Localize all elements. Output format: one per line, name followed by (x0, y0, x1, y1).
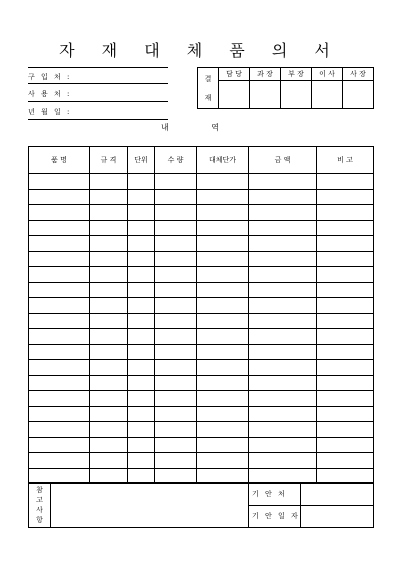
table-cell[interactable] (29, 406, 90, 422)
table-cell[interactable] (90, 453, 128, 469)
approval-role-director: 이 사 (312, 68, 343, 81)
table-cell[interactable] (249, 282, 317, 298)
table-cell[interactable] (90, 174, 128, 190)
table-cell[interactable] (249, 220, 317, 236)
table-cell[interactable] (317, 437, 374, 453)
table-row (29, 406, 374, 422)
table-row (29, 344, 374, 360)
table-row (29, 375, 374, 391)
table-cell[interactable] (249, 205, 317, 221)
draft-date-field[interactable] (301, 505, 374, 528)
table-cell[interactable] (155, 406, 197, 422)
draft-date-label: 기 안 일 자 (249, 505, 301, 528)
approval-box (197, 67, 374, 109)
table-cell[interactable] (249, 298, 317, 314)
table-cell[interactable] (317, 313, 374, 329)
user-line (28, 101, 168, 102)
notes-field[interactable] (51, 483, 249, 528)
table-row (29, 251, 374, 267)
table-cell[interactable] (249, 313, 317, 329)
table-cell[interactable] (90, 236, 128, 252)
table-cell[interactable] (29, 205, 90, 221)
table-cell[interactable] (128, 453, 155, 469)
table-cell[interactable] (155, 282, 197, 298)
approval-role-staff: 담 당 (219, 68, 250, 81)
table-cell[interactable] (249, 174, 317, 190)
table-cell[interactable] (90, 375, 128, 391)
table-cell[interactable] (249, 189, 317, 205)
table-cell[interactable] (197, 391, 249, 407)
items-table (28, 146, 374, 484)
drafter-field[interactable] (301, 483, 374, 506)
table-row (29, 267, 374, 283)
table-cell[interactable] (90, 344, 128, 360)
signature-cell[interactable] (250, 81, 281, 109)
table-row (29, 422, 374, 438)
table-row (29, 360, 374, 376)
table-cell[interactable] (155, 453, 197, 469)
table-row (29, 329, 374, 345)
table-cell[interactable] (29, 189, 90, 205)
table-cell[interactable] (128, 220, 155, 236)
table-cell[interactable] (197, 344, 249, 360)
table-cell[interactable] (128, 298, 155, 314)
table-cell[interactable] (317, 344, 374, 360)
table-cell[interactable] (128, 391, 155, 407)
table-cell[interactable] (90, 251, 128, 267)
table-cell[interactable] (317, 174, 374, 190)
table-cell[interactable] (317, 375, 374, 391)
table-cell[interactable] (128, 422, 155, 438)
table-cell[interactable] (317, 251, 374, 267)
table-cell[interactable] (90, 313, 128, 329)
table-cell[interactable] (90, 437, 128, 453)
table-cell[interactable] (90, 267, 128, 283)
table-cell[interactable] (90, 406, 128, 422)
table-cell[interactable] (197, 298, 249, 314)
table-cell[interactable] (90, 205, 128, 221)
table-cell[interactable] (155, 344, 197, 360)
table-cell[interactable] (197, 406, 249, 422)
table-cell[interactable] (197, 437, 249, 453)
table-cell[interactable] (317, 406, 374, 422)
table-cell[interactable] (249, 453, 317, 469)
table-cell[interactable] (128, 174, 155, 190)
table-cell[interactable] (128, 251, 155, 267)
table-row (29, 313, 374, 329)
table-cell[interactable] (128, 189, 155, 205)
table-row (29, 236, 374, 252)
signature-cell[interactable] (281, 81, 312, 109)
table-cell[interactable] (155, 236, 197, 252)
table-cell[interactable] (90, 422, 128, 438)
table-cell[interactable] (29, 344, 90, 360)
table-cell[interactable] (197, 236, 249, 252)
signature-cell[interactable] (343, 81, 374, 109)
table-cell[interactable] (317, 329, 374, 345)
table-cell[interactable] (128, 344, 155, 360)
table-cell[interactable] (155, 251, 197, 267)
table-cell[interactable] (155, 360, 197, 376)
table-cell[interactable] (317, 391, 374, 407)
table-cell[interactable] (29, 220, 90, 236)
table-row (29, 391, 374, 407)
table-row (29, 282, 374, 298)
table-cell[interactable] (155, 267, 197, 283)
table-cell[interactable] (197, 360, 249, 376)
signature-cell[interactable] (219, 81, 250, 109)
table-cell[interactable] (128, 313, 155, 329)
table-cell[interactable] (249, 329, 317, 345)
table-cell[interactable] (197, 422, 249, 438)
date-label: 년 월 일 : (28, 108, 72, 116)
signature-cell[interactable] (312, 81, 343, 109)
table-cell[interactable] (29, 360, 90, 376)
footer-table (28, 482, 374, 528)
table-cell[interactable] (29, 375, 90, 391)
header-spec: 규 격 (90, 147, 128, 174)
table-cell[interactable] (249, 267, 317, 283)
table-cell[interactable] (128, 375, 155, 391)
table-cell[interactable] (317, 236, 374, 252)
document-title: 자 재 대 체 품 의 서 (59, 41, 341, 60)
table-cell[interactable] (29, 313, 90, 329)
table-cell[interactable] (90, 360, 128, 376)
table-cell[interactable] (155, 189, 197, 205)
table-cell[interactable] (29, 391, 90, 407)
table-row (29, 189, 374, 205)
table-cell[interactable] (29, 236, 90, 252)
table-cell[interactable] (197, 205, 249, 221)
table-cell[interactable] (128, 437, 155, 453)
header-top-line (28, 67, 168, 68)
table-cell[interactable] (197, 220, 249, 236)
table-cell[interactable] (29, 453, 90, 469)
header-item-name: 품 명 (29, 147, 90, 174)
table-cell[interactable] (249, 437, 317, 453)
table-cell[interactable] (128, 236, 155, 252)
table-cell[interactable] (197, 267, 249, 283)
table-row (29, 174, 374, 190)
table-cell[interactable] (249, 406, 317, 422)
table-cell[interactable] (155, 313, 197, 329)
table-row (29, 298, 374, 314)
table-cell[interactable] (90, 189, 128, 205)
table-cell[interactable] (155, 375, 197, 391)
table-cell[interactable] (29, 174, 90, 190)
table-cell[interactable] (197, 329, 249, 345)
drafter-label: 기 안 처 (249, 483, 301, 506)
section-title: 내 역 (161, 123, 239, 132)
table-cell[interactable] (29, 329, 90, 345)
table-row (29, 437, 374, 453)
table-cell[interactable] (155, 329, 197, 345)
table-cell[interactable] (155, 437, 197, 453)
table-cell[interactable] (128, 360, 155, 376)
approval-role-section-chief: 과 장 (250, 68, 281, 81)
table-cell[interactable] (197, 453, 249, 469)
table-cell[interactable] (155, 391, 197, 407)
table-cell[interactable] (249, 236, 317, 252)
table-cell[interactable] (317, 360, 374, 376)
table-cell[interactable] (128, 329, 155, 345)
table-cell[interactable] (317, 220, 374, 236)
notes-label: 참 고 사 항 (29, 483, 51, 528)
table-cell[interactable] (29, 282, 90, 298)
table-cell[interactable] (155, 422, 197, 438)
table-cell[interactable] (90, 298, 128, 314)
table-cell[interactable] (197, 313, 249, 329)
table-cell[interactable] (155, 174, 197, 190)
table-cell[interactable] (317, 205, 374, 221)
table-cell[interactable] (197, 189, 249, 205)
table-row (29, 205, 374, 221)
table-cell[interactable] (249, 375, 317, 391)
table-cell[interactable] (317, 189, 374, 205)
table-cell[interactable] (197, 375, 249, 391)
table-cell[interactable] (90, 391, 128, 407)
table-cell[interactable] (249, 360, 317, 376)
table-row (29, 220, 374, 236)
table-cell[interactable] (155, 220, 197, 236)
header-unit: 단위 (128, 147, 155, 174)
table-cell[interactable] (128, 406, 155, 422)
table-cell[interactable] (29, 437, 90, 453)
table-cell[interactable] (128, 205, 155, 221)
approval-role-president: 사 장 (343, 68, 374, 81)
purchaser-label: 구 입 처 : (28, 73, 72, 81)
table-cell[interactable] (249, 391, 317, 407)
table-cell[interactable] (317, 282, 374, 298)
table-cell[interactable] (249, 344, 317, 360)
table-cell[interactable] (317, 267, 374, 283)
approval-role-department-head: 부 장 (281, 68, 312, 81)
table-cell[interactable] (29, 251, 90, 267)
date-line (28, 119, 168, 120)
purchaser-line (28, 83, 168, 84)
table-cell[interactable] (317, 298, 374, 314)
table-cell[interactable] (128, 267, 155, 283)
table-cell[interactable] (29, 422, 90, 438)
table-cell[interactable] (197, 282, 249, 298)
table-cell[interactable] (90, 329, 128, 345)
table-cell[interactable] (317, 453, 374, 469)
table-cell[interactable] (155, 205, 197, 221)
user-label: 사 용 처 : (28, 90, 72, 98)
header-quantity: 수 량 (155, 147, 197, 174)
table-cell[interactable] (197, 174, 249, 190)
table-cell[interactable] (155, 298, 197, 314)
table-cell[interactable] (249, 422, 317, 438)
table-cell[interactable] (249, 251, 317, 267)
table-cell[interactable] (29, 267, 90, 283)
table-cell[interactable] (90, 282, 128, 298)
table-cell[interactable] (128, 282, 155, 298)
table-cell[interactable] (317, 422, 374, 438)
header-substitute-price: 대체단가 (197, 147, 249, 174)
table-cell[interactable] (197, 251, 249, 267)
table-cell[interactable] (29, 298, 90, 314)
approval-side-label: 결 재 (198, 68, 219, 109)
header-remarks: 비 고 (317, 147, 374, 174)
header-amount: 금 액 (249, 147, 317, 174)
table-cell[interactable] (90, 220, 128, 236)
table-row (29, 453, 374, 469)
